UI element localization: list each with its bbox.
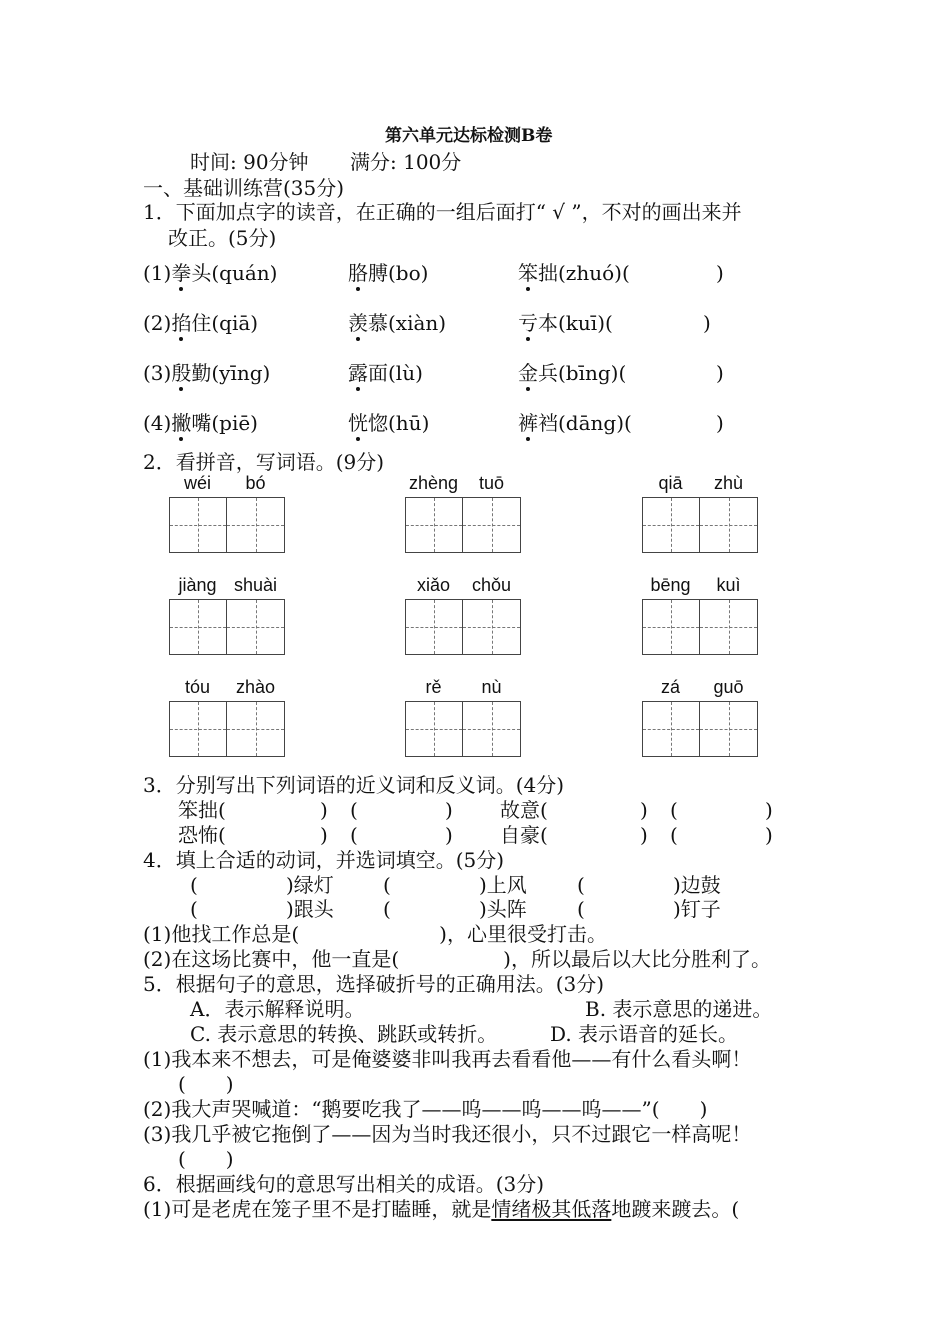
q3-part-f[interactable]: ) [640,798,648,822]
writing-cell[interactable] [700,702,757,756]
guide-line-horizontal [700,729,757,730]
writing-cell[interactable] [643,498,700,552]
q1-prompt-line2: 改正。(5分) [168,226,277,250]
q6-prompt: 6．根据画线句的意思写出相关的成语。(3分) [143,1172,545,1196]
q4-row2-c[interactable]: ( [383,897,391,921]
guide-line-horizontal [700,525,757,526]
q5-option-d: D. 表示语音的延长。 [550,1022,739,1046]
word-rest: 面(lù) [368,361,423,385]
q5-sentence-2: (2)我大声哭喊道：“鹅要吃我了——呜——呜——呜——”( ) [143,1097,708,1121]
q4-sentence-1: (1)他找工作总是( )，心里很受打击。 [143,922,607,946]
word-rest: 惚(hū) [368,411,430,435]
word-rest: 兵(bīng)( [538,361,627,385]
q1-row-1 [143,261,277,285]
pinyin-1: wéi [183,473,211,493]
guide-line-horizontal [170,525,226,526]
section-heading: 一、基础训练营(35分) [143,176,345,200]
answer-blank-close[interactable]: ) [716,261,724,285]
writing-cell[interactable] [700,498,757,552]
dotted-char: 露 [348,361,368,385]
q4-row2-e[interactable]: ( [577,897,585,921]
q4-row1-c[interactable]: ( [383,873,391,897]
q1-row-4 [143,411,258,435]
q1-row-number: (4) [143,411,172,435]
q1-row-3 [143,361,270,385]
pinyin-1: jiàng [178,575,217,595]
pinyin-2: zhào [235,677,276,697]
page-title: 第六单元达标检测B卷 [385,126,553,146]
q3-part-a: 恐怖( [178,823,226,847]
writing-cell[interactable] [643,600,700,654]
guide-line-horizontal [227,525,284,526]
q3-part-g[interactable]: ( [670,798,678,822]
pinyin-1: zhèng [408,473,459,493]
dotted-char: 恍 [348,411,368,435]
writing-grid[interactable] [642,497,758,553]
writing-cell[interactable] [700,600,757,654]
q4-row2-b: )跟头 [286,897,334,921]
writing-cell[interactable] [227,702,284,756]
q3-part-c[interactable]: ( [350,798,358,822]
q3-part-h[interactable]: ) [765,798,773,822]
q1-word-3 [518,311,613,335]
pinyin-1: rě [425,677,442,697]
guide-line-horizontal [227,627,284,628]
q3-part-g[interactable]: ( [670,823,678,847]
q5-sentence-1: (1)我本来不想去，可是俺婆婆非叫我再去看看他——有什么看头啊！ [143,1047,752,1071]
writing-cell[interactable] [463,498,520,552]
writing-cell[interactable] [463,600,520,654]
q1-word-2 [348,261,428,285]
q4-row1-a[interactable]: ( [190,873,198,897]
q1-row-number: (1) [143,261,172,285]
guide-line-horizontal [406,729,462,730]
guide-line-horizontal [643,627,699,628]
q4-row1-f: )边鼓 [673,873,721,897]
dotted-char: 亏 [518,311,538,335]
writing-cell[interactable] [406,702,463,756]
writing-cell[interactable] [406,498,463,552]
q1-word-2 [348,311,446,335]
writing-grid[interactable] [642,701,758,757]
q4-sentence-2: (2)在这场比赛中，他一直是( )，所以最后以大比分胜利了。 [143,947,771,971]
q1-word-2 [348,411,429,435]
q4-row1-d: )上风 [479,873,527,897]
word-rest: 膊(bo) [368,261,429,285]
word-rest: 裆(dāng)( [538,411,632,435]
dotted-char: 殷 [171,361,192,385]
time-label: 时间: 90分钟 [190,150,309,174]
writing-cell[interactable] [170,498,227,552]
writing-cell[interactable] [227,498,284,552]
q4-row2-a[interactable]: ( [190,897,198,921]
word-rest: 勤(yīng) [191,361,271,385]
writing-grid[interactable] [169,599,285,655]
guide-line-horizontal [463,525,520,526]
q5-answer-3: ( ) [178,1147,234,1171]
writing-grid[interactable] [169,497,285,553]
writing-grid[interactable] [405,701,521,757]
answer-blank-close[interactable]: ) [703,311,711,335]
q4-prompt: 4．填上合适的动词，并选词填空。(5分) [143,848,505,872]
q2-prompt: 2．看拼音，写词语。(9分) [143,450,385,474]
word-rest: 本(kuī)( [538,311,613,335]
q5-option-b: B. 表示意思的递进。 [585,997,773,1021]
q5-answer-1: ( ) [178,1072,234,1096]
dotted-char: 裤 [518,411,538,435]
pinyin-2: tuō [478,473,505,493]
q1-row-number: (2) [143,311,172,335]
pinyin-2: zhù [713,473,744,493]
q3-part-e: 故意( [500,798,548,822]
q3-part-b[interactable]: ) [320,823,328,847]
word-rest: 头(quán) [191,261,278,285]
word-rest: 拙(zhuó)( [538,261,630,285]
guide-line-horizontal [700,627,757,628]
q1-word-2 [348,361,423,385]
writing-cell[interactable] [643,702,700,756]
writing-grid[interactable] [642,599,758,655]
q4-row1-b: )绿灯 [286,873,334,897]
q3-part-c[interactable]: ( [350,823,358,847]
writing-cell[interactable] [170,600,227,654]
answer-blank-close[interactable]: ) [716,411,724,435]
guide-line-horizontal [227,729,284,730]
q4-row1-e[interactable]: ( [577,873,585,897]
q4-row2-f: )钉子 [673,897,721,921]
pinyin-2: kuì [716,575,741,595]
q1-row-number: (3) [143,361,172,385]
pinyin-1: xiǎo [416,575,451,595]
pinyin-2: guō [713,677,744,697]
word-rest: 嘴(piē) [191,411,258,435]
pinyin-2: nù [481,677,502,697]
writing-grid[interactable] [405,599,521,655]
q1-word-3 [518,261,630,285]
writing-grid[interactable] [169,701,285,757]
guide-line-horizontal [406,525,462,526]
dotted-char: 笨 [518,261,538,285]
dotted-char: 羡 [348,311,368,335]
word-rest: 住(qiā) [191,311,259,335]
underlined-phrase: 情绪极其低落 [491,1197,612,1221]
word-rest: 慕(xiàn) [368,311,447,335]
writing-cell[interactable] [227,600,284,654]
writing-cell[interactable] [170,702,227,756]
q6-sentence-1: (1)可是老虎在笼子里不是打瞌睡，就是情绪极其低落地踱来踱去。( [143,1197,740,1221]
pinyin-2: bó [245,473,266,493]
pinyin-2: shuài [233,575,278,595]
writing-cell[interactable] [406,600,463,654]
pinyin-1: qiā [658,473,683,493]
writing-cell[interactable] [463,702,520,756]
q5-sentence-3: (3)我几乎被它拖倒了——因为当时我还很小，只不过跟它一样高呢！ [143,1122,752,1146]
q3-part-e: 自豪( [500,823,548,847]
pinyin-2: chǒu [471,575,512,595]
pinyin-1: zá [660,677,680,697]
dotted-char: 撇 [171,411,192,435]
guide-line-horizontal [643,525,699,526]
q5-option-c: C. 表示意思的转换、跳跃或转折。 [190,1022,498,1046]
dotted-char: 拳 [171,261,192,285]
guide-line-horizontal [170,729,226,730]
q4-row2-d: )头阵 [479,897,527,921]
q1-word-3 [518,411,632,435]
q3-prompt: 3．分别写出下列词语的近义词和反义词。(4分) [143,773,565,797]
q1-word-3 [518,361,626,385]
q3-part-a: 笨拙( [178,798,226,822]
guide-line-horizontal [463,627,520,628]
guide-line-horizontal [170,627,226,628]
guide-line-horizontal [406,627,462,628]
q1-prompt-line1: 1．下面加点字的读音，在正确的一组后面打“ √ ”，不对的画出来并 [143,200,742,224]
q1-row-2 [143,311,258,335]
pinyin-1: bēng [650,575,691,595]
dotted-char: 金 [518,361,538,385]
score-label: 满分: 100分 [350,150,462,174]
q5-prompt: 5．根据句子的意思，选择破折号的正确用法。(3分) [143,972,605,996]
q3-part-d[interactable]: ) [445,823,453,847]
q3-part-d[interactable]: ) [445,798,453,822]
q3-part-b[interactable]: ) [320,798,328,822]
q3-part-f[interactable]: ) [640,823,648,847]
guide-line-horizontal [643,729,699,730]
q5-option-a: A．表示解释说明。 [190,997,365,1021]
pinyin-1: tóu [184,677,211,697]
guide-line-horizontal [463,729,520,730]
writing-grid[interactable] [405,497,521,553]
q3-part-h[interactable]: ) [765,823,773,847]
dotted-char: 掐 [171,311,192,335]
dotted-char: 胳 [348,261,368,285]
answer-blank-close[interactable]: ) [716,361,724,385]
